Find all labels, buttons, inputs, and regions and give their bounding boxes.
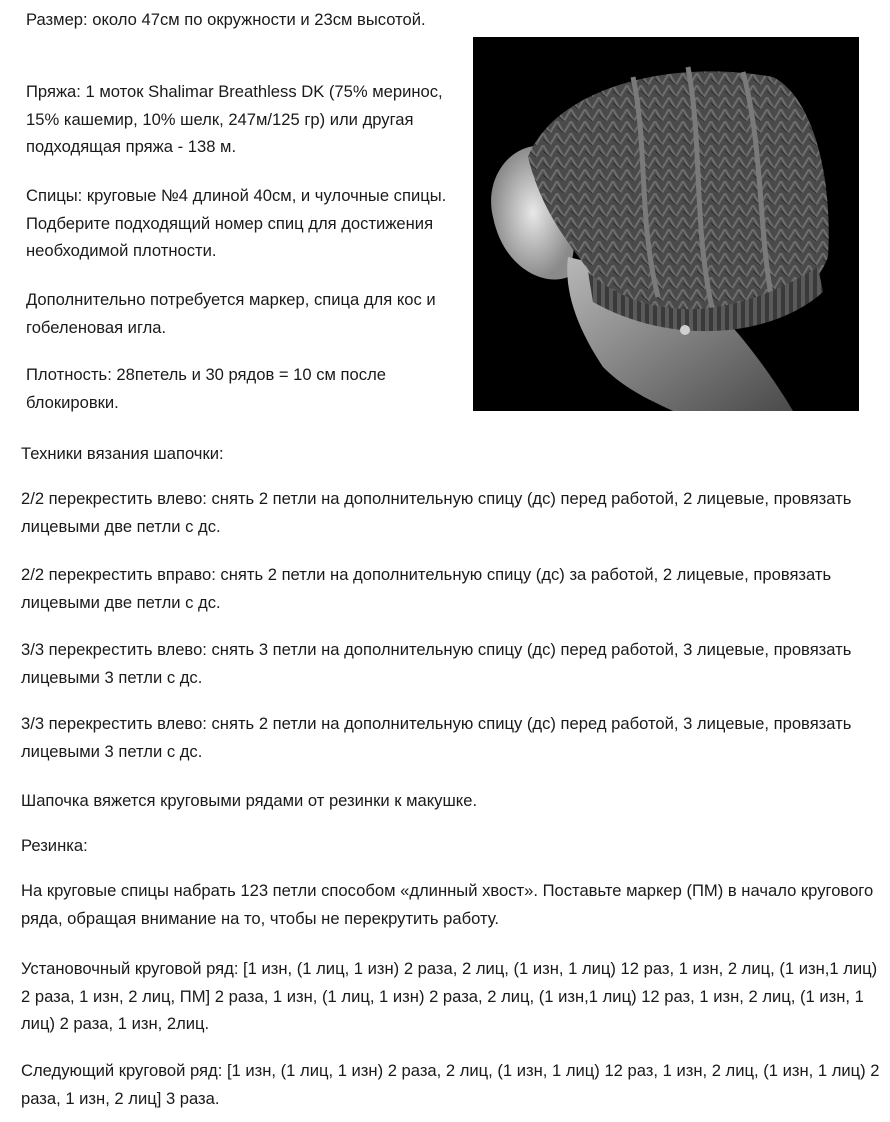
technique-item: 3/3 перекрестить влево: снять 2 петли на дополнительную спицу (дс) перед работой, 3 лицевые, провязать лицевыми 3 петли с дс. bbox=[21, 714, 852, 761]
direction-text: Шапочка вяжется круговыми рядами от резинки к макушке. bbox=[21, 791, 478, 810]
setup-round-text: Установочный круговой ряд: [1 изн, (1 лиц, 1 изн) 2 раза, 2 лиц, (1 изн, 1 лиц) 12 раз, 1 изн, 2 лиц, (1 изн,1 лиц) 2 раза, 1 изн, 2 лиц, ПМ] 2 раза, 1 изн, (1 лиц, 1 изн) 2 раза, 2 лиц, (1 изн,1 лиц) 12 раз, 1 изн, 2 лиц, (1 изн, 1 лиц) 2 раза, 1 изн, 2лиц. bbox=[21, 959, 878, 1033]
gauge-text: Плотность: 28петель и 30 рядов = 10 см после блокировки. bbox=[26, 365, 386, 412]
size-text: Размер: около 47см по окружности и 23см высотой. bbox=[26, 10, 426, 29]
cast-on-text: На круговые спицы набрать 123 петли способом «длинный хвост». Поставьте маркер (ПМ) в начало кругового ряда, обращая внимание на то, чтобы не перекрутить работу. bbox=[21, 881, 874, 928]
technique-item: 3/3 перекрестить влево: снять 3 петли на дополнительную спицу (дс) перед работой, 3 лицевые, провязать лицевыми 3 петли с дс. bbox=[21, 640, 852, 687]
hat-photo bbox=[473, 37, 859, 411]
needles-text: Спицы: круговые №4 длиной 40см, и чулочные спицы. Подберите подходящий номер спиц для достижения необходимой плотности. bbox=[26, 186, 447, 260]
technique-item: 2/2 перекрестить влево: снять 2 петли на дополнительную спицу (дс) перед работой, 2 лицевые, провязать лицевыми две петли с дс. bbox=[21, 489, 852, 536]
hat-photo-illustration bbox=[473, 37, 859, 411]
extra-tools-text: Дополнительно потребуется маркер, спица для кос и гобеленовая игла. bbox=[26, 290, 436, 337]
techniques-heading: Техники вязания шапочки: bbox=[21, 444, 224, 463]
yarn-text: Пряжа: 1 моток Shalimar Breathless DK (75% меринос, 15% кашемир, 10% шелк, 247м/125 гр) или другая подходящая пряжа - 138 м. bbox=[26, 82, 443, 156]
technique-item: 2/2 перекрестить вправо: снять 2 петли на дополнительную спицу (дс) за работой, 2 лицевые, провязать лицевыми две петли с дс. bbox=[21, 565, 832, 612]
ribbing-heading: Резинка: bbox=[21, 836, 88, 855]
next-round-text: Следующий круговой ряд: [1 изн, (1 лиц, 1 изн) 2 раза, 2 лиц, (1 изн, 1 лиц) 12 раз, 1 изн, 2 лиц, (1 изн, 1 лиц) 2 раза, 1 изн, 2 лиц] 3 раза. bbox=[21, 1061, 880, 1108]
